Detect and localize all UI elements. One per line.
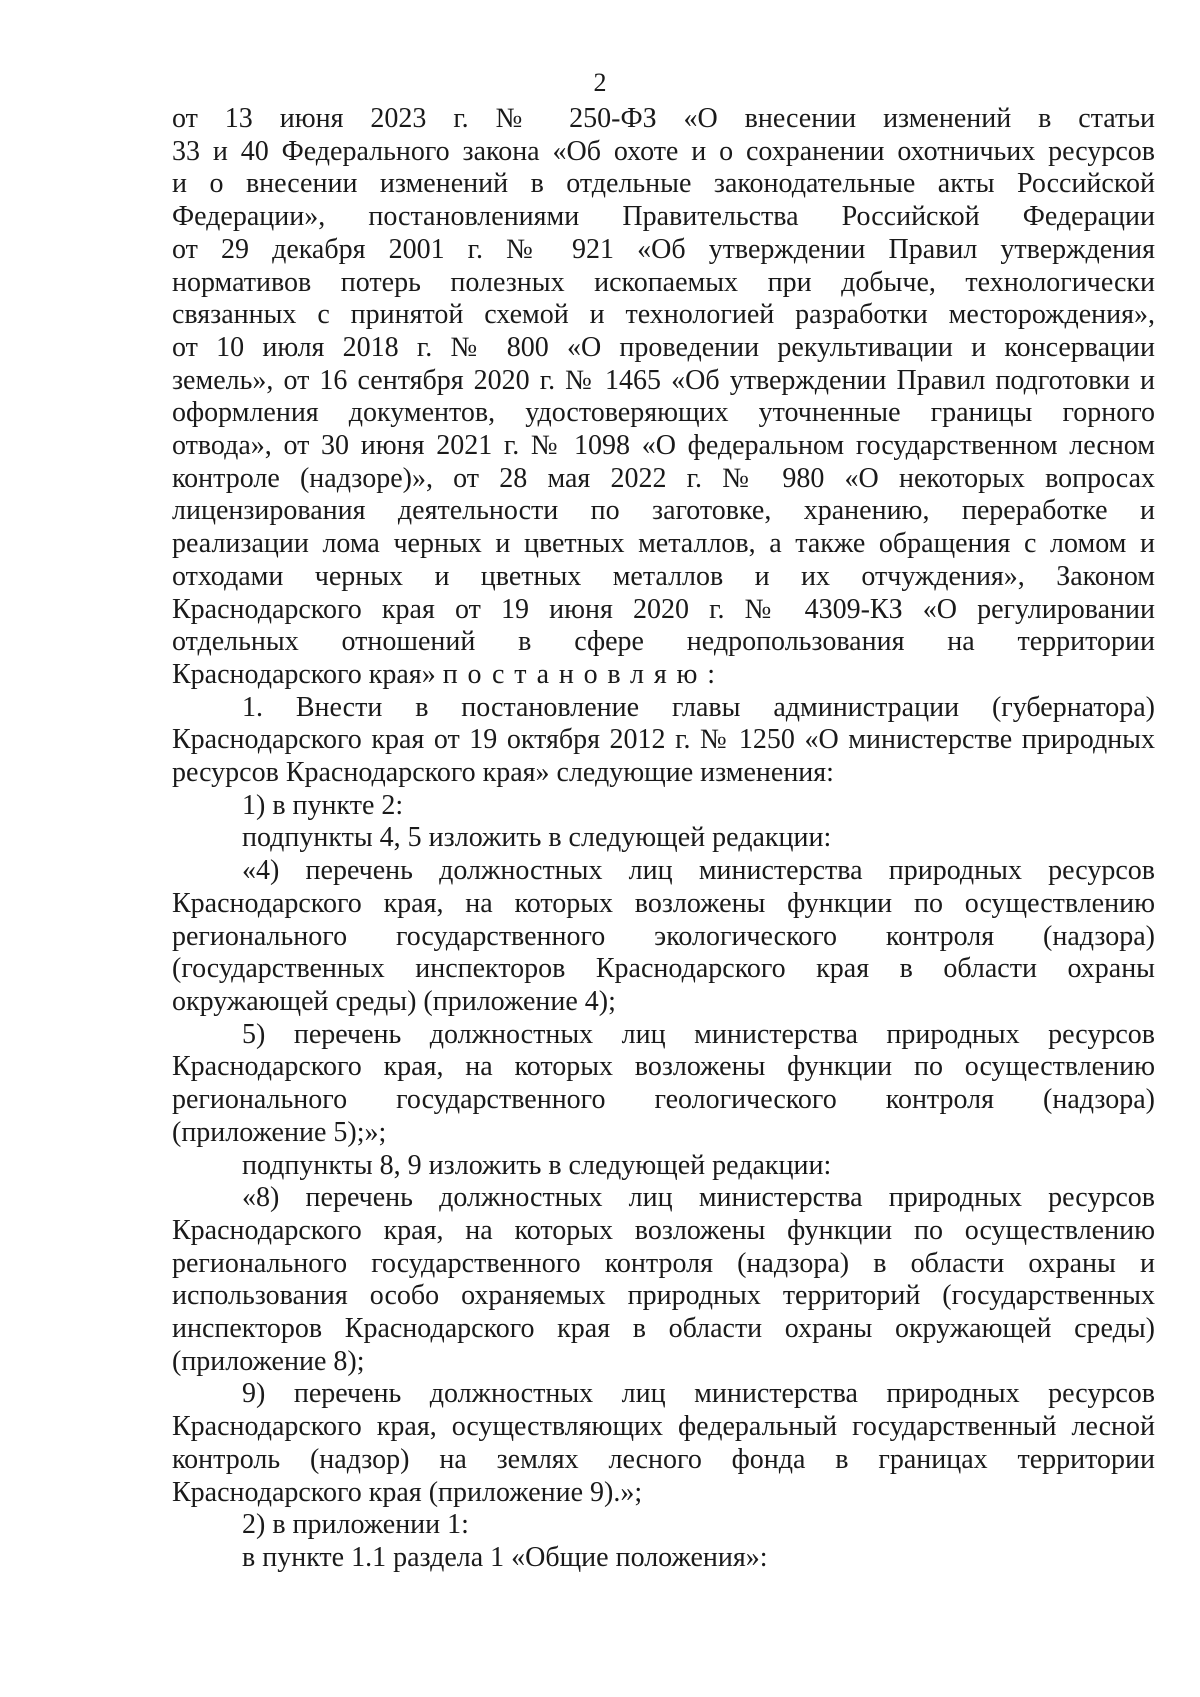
text-line: реализации лома черных и цветных металлов, а также обращения с ломом и: [172, 528, 1155, 560]
text-line: земель», от 16 сентября 2020 г. № 1465 «Об утверждении Правил подготовки и: [172, 364, 1155, 396]
text-line: от 29 декабря 2001 г. № 921 «Об утверждении Правил утверждения: [172, 233, 1155, 265]
text-line: и о внесении изменений в отдельные законодательные акты Российской: [172, 168, 1155, 200]
text-line: лицензирования деятельности по заготовке, хранению, переработке и: [172, 495, 1155, 527]
document-body: [172, 103, 1155, 1575]
text-line: (приложение 8);: [172, 1345, 365, 1377]
text-line: 2) в приложении 1:: [242, 1509, 469, 1541]
text-line: отдельных отношений в сфере недропользования на территории: [172, 626, 1155, 658]
text-line: Краснодарского края от 19 июня 2020 г. № 4309-КЗ «О регулировании: [172, 593, 1155, 625]
page-number: 2: [593, 68, 607, 97]
text-line: Краснодарского края, осуществляющих федеральный государственный лесной: [172, 1411, 1155, 1443]
text-line: (приложение 5);»;: [172, 1116, 387, 1148]
text-line: «8) перечень должностных лиц министерства природных ресурсов: [242, 1182, 1155, 1214]
text-line: контроле (надзоре)», от 28 мая 2022 г. № 980 «О некоторых вопросах: [172, 462, 1155, 494]
text-line: ресурсов Краснодарского края» следующие изменения:: [172, 757, 834, 789]
text-fragment: Краснодарского края»: [172, 658, 436, 690]
text-line: 5) перечень должностных лиц министерства природных ресурсов: [242, 1018, 1155, 1050]
text-line: подпункты 4, 5 изложить в следующей редакции:: [242, 822, 832, 854]
text-line: использования особо охраняемых природных территорий (государственных: [172, 1280, 1155, 1312]
text-line: Краснодарского края, на которых возложены функции по осуществлению: [172, 1214, 1155, 1246]
text-line: Федерации», постановлениями Правительства Российской Федерации: [172, 201, 1155, 233]
text-line: 1) в пункте 2:: [242, 789, 404, 821]
text-line: в пункте 1.1 раздела 1 «Общие положения»:: [242, 1541, 768, 1573]
text-line: от 13 июня 2023 г. № 250-ФЗ «О внесении изменений в статьи: [172, 103, 1155, 134]
text-line: инспекторов Краснодарского края в области охраны окружающей среды): [172, 1313, 1155, 1345]
text-line: «4) перечень должностных лиц министерства природных ресурсов: [242, 855, 1155, 887]
text-line: связанных с принятой схемой и технологией разработки месторождения»,: [172, 299, 1155, 331]
text-line: контроль (надзор) на землях лесного фонда в границах территории: [172, 1443, 1155, 1475]
text-line: регионального государственного экологического контроля (надзора): [172, 920, 1155, 952]
text-line: (государственных инспекторов Краснодарского края в области охраны: [172, 953, 1155, 985]
text-line: Краснодарского края, на которых возложены функции по осуществлению: [172, 887, 1155, 919]
text-line: подпункты 8, 9 изложить в следующей редакции:: [242, 1149, 832, 1181]
text-line: Краснодарского края, на которых возложены функции по осуществлению: [172, 1051, 1155, 1083]
text-line: регионального государственного геологического контроля (надзора): [172, 1084, 1155, 1116]
decree-keyword: постановляю:: [442, 658, 725, 690]
text-line: 1. Внести в постановление главы администрации (губернатора): [242, 691, 1155, 723]
text-line: 33 и 40 Федерального закона «Об охоте и о сохранении охотничьих ресурсов: [172, 135, 1155, 167]
text-line: 9) перечень должностных лиц министерства природных ресурсов: [242, 1378, 1155, 1410]
text-line: отходами черных и цветных металлов и их отчуждения», Законом: [172, 560, 1155, 592]
text-line: [172, 659, 1155, 692]
text-line: окружающей среды) (приложение 4);: [172, 985, 616, 1017]
text-line: оформления документов, удостоверяющих уточненные границы горного: [172, 397, 1155, 429]
text-line: отвода», от 30 июня 2021 г. № 1098 «О федеральном государственном лесном: [172, 430, 1155, 462]
text-line: регионального государственного контроля (надзора) в области охраны и: [172, 1247, 1155, 1279]
text-line: Краснодарского края от 19 октября 2012 г. № 1250 «О министерстве природных: [172, 724, 1155, 756]
text-line: Краснодарского края (приложение 9).»;: [172, 1476, 643, 1508]
text-line: нормативов потерь полезных ископаемых при добыче, технологически: [172, 266, 1155, 298]
text-line: от 10 июля 2018 г. № 800 «О проведении рекультивации и консервации: [172, 331, 1155, 363]
